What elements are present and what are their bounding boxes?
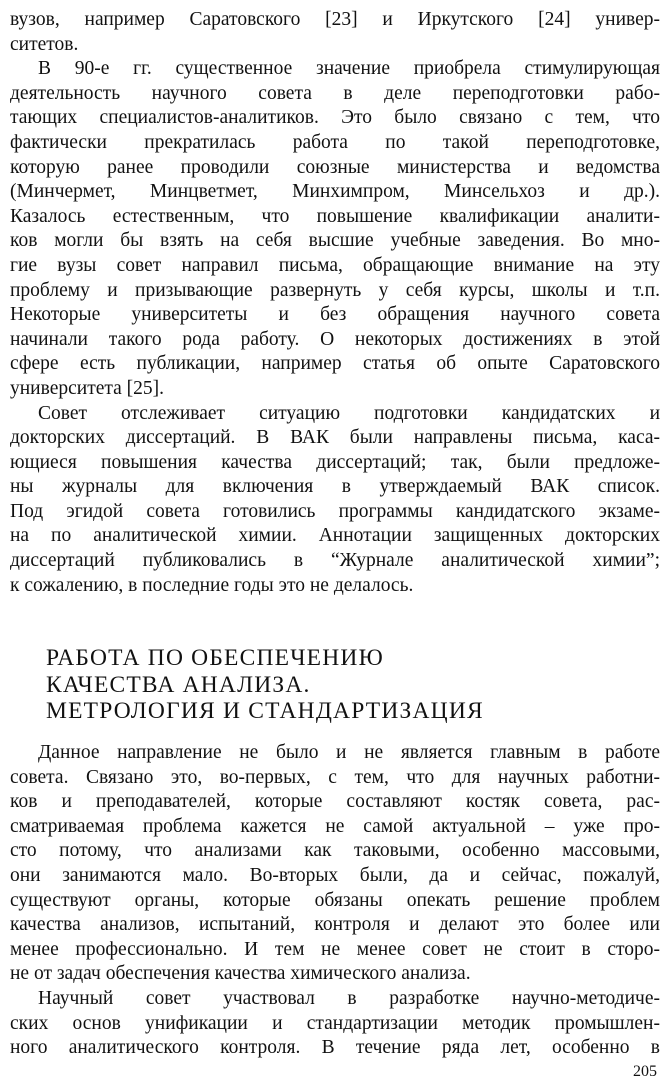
text-line: университета [25]. (10, 377, 165, 399)
text-line: существуют органы, которые обязаны опекать решение проблем (10, 889, 660, 911)
text-line: Казалось естественным, что повышение квалификации аналити- (10, 205, 660, 227)
text-line: докторских диссертаций. В ВАК были направлены письма, каса- (10, 427, 660, 449)
section-heading (46, 645, 646, 725)
text-line: к сожалению, в последние годы это не делалось. (10, 574, 414, 596)
text-line: В 90-е гг. существенное значение приобрела стимулирующая (38, 58, 660, 80)
text-line: менее профессионально. И тем не менее совет не стоит в сторо- (10, 938, 660, 960)
paragraph-2 (10, 57, 660, 401)
text-line: Под эгидой совета готовились программы кандидатского экзаме- (10, 500, 660, 522)
text-line: ских основ унификации и стандартизации методик промышлен- (10, 1012, 660, 1034)
section-body (10, 741, 660, 1061)
text-line: на по аналитической химии. Аннотации защищенных докторских (10, 525, 660, 547)
text-line: деятельность научного совета в деле переподготовки рабо- (10, 82, 660, 104)
text-line: начинали такого рода работу. О некоторых достижениях в этой (10, 328, 660, 350)
text-line: сто потому, что анализами как таковыми, особенно массовыми, (10, 840, 660, 862)
text-line: Совет отслеживает ситуацию подготовки кандидатских и (38, 402, 660, 424)
page-number: 205 (633, 1063, 657, 1080)
text-line: они занимаются мало. Во-вторых были, да и сейчас, пожалуй, (10, 864, 660, 886)
text-line: ков могли бы взять на себя высшие учебные заведения. Во мно- (10, 230, 660, 252)
text-line: сфере есть публикации, например статья об опыте Саратовского (10, 353, 660, 375)
text-line: вузов, например Саратовского [23] и Иркутского [24] универ- (10, 9, 660, 30)
text-line: ющиеся повышения качества диссертаций; так, были предложе- (10, 451, 660, 473)
text-line: диссертаций публиковались в “Журнале аналитической химии”; (10, 550, 660, 572)
text-line: фактически прекратилась работа по такой переподготовке, (10, 131, 660, 153)
paragraph-3 (10, 402, 660, 599)
text-line: ков и преподавателей, которые составляют костяк совета, рас- (10, 791, 660, 813)
page-body (10, 8, 660, 598)
text-line: ситетов. (10, 33, 79, 55)
text-line: Данное направление не было и не является главным в работе (38, 742, 660, 763)
text-line: гие вузы совет направил письма, обращающие внимание на эту (10, 254, 660, 276)
paragraph-4 (10, 741, 660, 987)
text-line: тающих специалистов-аналитиков. Это было связано с тем, что (10, 107, 660, 129)
heading-line: КАЧЕСТВА АНАЛИЗА. (46, 671, 311, 698)
text-line: (Минчермет, Минцветмет, Минхимпром, Минсельхоз и др.). (10, 181, 660, 203)
text-line: сматриваемая проблема кажется не самой актуальной – уже про- (10, 815, 660, 837)
text-line: ны журналы для включения в утверждаемый ВАК список. (10, 476, 660, 498)
text-line: Научный совет участвовал в разработке научно-методиче- (38, 987, 660, 1009)
text-line: не от задач обеспечения качества химического анализа. (10, 963, 471, 985)
paragraph-5 (10, 987, 660, 1061)
heading-line: РАБОТА ПО ОБЕСПЕЧЕНИЮ (46, 645, 384, 671)
text-line: совета. Связано это, во-первых, с тем, что для научных работни- (10, 766, 660, 788)
heading-line: МЕТРОЛОГИЯ И СТАНДАРТИЗАЦИЯ (46, 698, 484, 724)
text-line: качества анализов, испытаний, контроля и делают это более или (10, 914, 660, 936)
text-line: которую ранее проводили союзные министерства и ведомства (10, 156, 660, 178)
text-line: Некоторые университеты и без обращения научного совета (10, 304, 660, 326)
paragraph-1 (10, 8, 660, 57)
text-line: проблему и призывающие развернуть у себя курсы, школы и т.п. (10, 279, 660, 301)
text-line: ного аналитического контроля. В течение ряда лет, особенно в (10, 1037, 660, 1059)
